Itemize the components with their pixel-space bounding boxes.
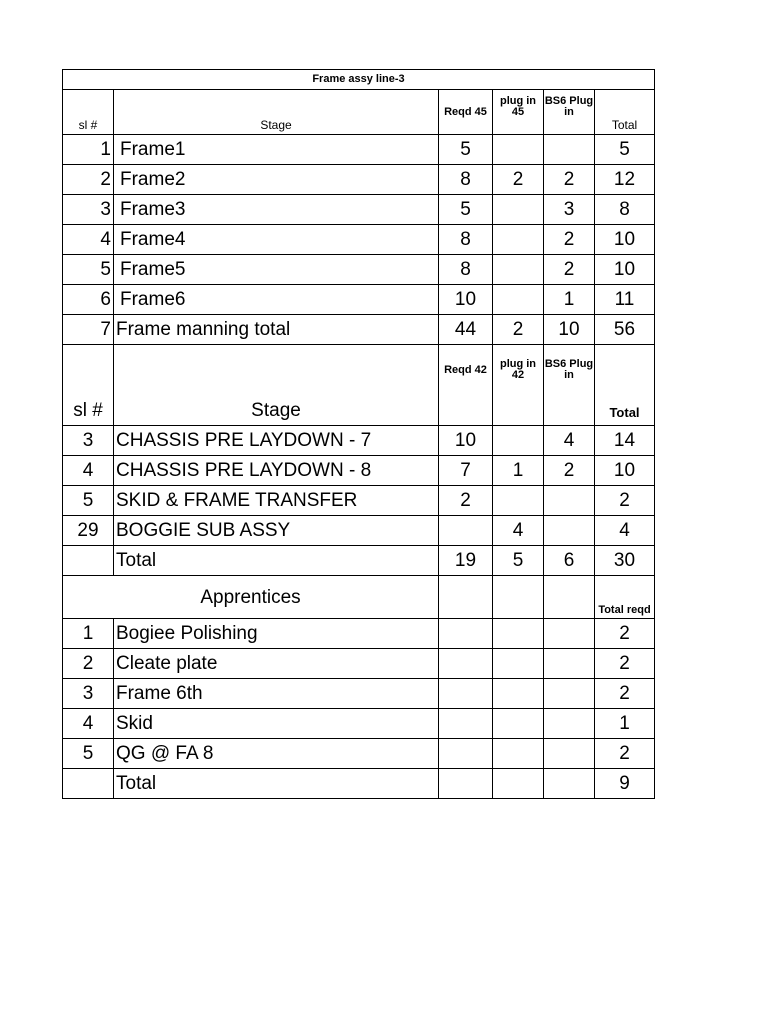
empty-cell xyxy=(493,679,544,709)
table-row xyxy=(63,709,655,739)
cell-bs6 xyxy=(544,135,595,165)
header-stage: Stage xyxy=(114,90,439,135)
empty-cell xyxy=(493,709,544,739)
header-bs6-plug-in: BS6 Plug in xyxy=(544,345,595,426)
empty-cell xyxy=(544,576,595,619)
table-row xyxy=(63,649,655,679)
table-row xyxy=(63,739,655,769)
empty-cell xyxy=(493,649,544,679)
cell-bs6: 1 xyxy=(544,285,595,315)
cell-stage: Bogiee Polishing xyxy=(114,619,439,649)
cell-plug-in xyxy=(493,285,544,315)
cell-stage: Frame5 xyxy=(114,255,439,285)
cell-plug-in: 1 xyxy=(493,456,544,486)
cell-total: 4 xyxy=(595,516,655,546)
table-row xyxy=(63,285,655,315)
empty-cell xyxy=(544,709,595,739)
cell-plug-in: 2 xyxy=(493,165,544,195)
cell-plug-in xyxy=(493,135,544,165)
cell-sl: 29 xyxy=(63,516,114,546)
table-row xyxy=(63,456,655,486)
header-stage: Stage xyxy=(114,345,439,426)
cell-plug-in xyxy=(493,486,544,516)
sheet-title: Frame assy line-3 xyxy=(63,70,655,90)
table-row xyxy=(63,679,655,709)
cell-total: 2 xyxy=(595,649,655,679)
cell-sl: 5 xyxy=(63,255,114,285)
cell-plug-in: 4 xyxy=(493,516,544,546)
header-total-reqd: Total reqd xyxy=(595,576,655,619)
cell-stage: Frame2 xyxy=(114,165,439,195)
frame-header-row xyxy=(63,90,655,135)
cell-sl: 4 xyxy=(63,709,114,739)
cell-stage: Total xyxy=(114,546,439,576)
cell-bs6: 2 xyxy=(544,225,595,255)
cell-reqd: 2 xyxy=(439,486,493,516)
table-row xyxy=(63,135,655,165)
empty-cell xyxy=(544,739,595,769)
header-sl: sl # xyxy=(63,345,114,426)
cell-reqd xyxy=(439,516,493,546)
cell-reqd: 10 xyxy=(439,426,493,456)
empty-cell xyxy=(493,769,544,799)
table-row xyxy=(63,165,655,195)
cell-reqd: 5 xyxy=(439,135,493,165)
cell-bs6 xyxy=(544,516,595,546)
cell-sl xyxy=(63,769,114,799)
cell-reqd: 8 xyxy=(439,165,493,195)
cell-stage: Frame3 xyxy=(114,195,439,225)
apprentices-header-row xyxy=(63,576,655,619)
cell-stage: Cleate plate xyxy=(114,649,439,679)
cell-sl: 4 xyxy=(63,225,114,255)
empty-cell xyxy=(439,739,493,769)
cell-stage: Skid xyxy=(114,709,439,739)
cell-total: 30 xyxy=(595,546,655,576)
title-row xyxy=(63,70,655,90)
chassis-header-row xyxy=(63,345,655,426)
header-reqd: Reqd 42 xyxy=(439,345,493,426)
cell-plug-in: 5 xyxy=(493,546,544,576)
cell-stage: Frame 6th xyxy=(114,679,439,709)
cell-stage: QG @ FA 8 xyxy=(114,739,439,769)
cell-total: 2 xyxy=(595,619,655,649)
table-row xyxy=(63,225,655,255)
cell-sl: 1 xyxy=(63,135,114,165)
cell-total: 9 xyxy=(595,769,655,799)
cell-stage: CHASSIS PRE LAYDOWN - 7 xyxy=(114,426,439,456)
header-plug-in: plug in 45 xyxy=(493,90,544,135)
cell-sl: 6 xyxy=(63,285,114,315)
cell-total: 11 xyxy=(595,285,655,315)
cell-plug-in: 2 xyxy=(493,315,544,345)
header-bs6-plug-in: BS6 Plug in xyxy=(544,90,595,135)
table-row xyxy=(63,516,655,546)
cell-sl xyxy=(63,546,114,576)
cell-bs6: 2 xyxy=(544,456,595,486)
empty-cell xyxy=(493,739,544,769)
cell-total: 14 xyxy=(595,426,655,456)
cell-plug-in xyxy=(493,225,544,255)
cell-bs6 xyxy=(544,486,595,516)
cell-total: 2 xyxy=(595,739,655,769)
cell-bs6: 2 xyxy=(544,255,595,285)
header-total: Total xyxy=(595,345,655,426)
cell-plug-in xyxy=(493,426,544,456)
table-row xyxy=(63,426,655,456)
cell-sl: 4 xyxy=(63,456,114,486)
table-row xyxy=(63,769,655,799)
table-row xyxy=(63,195,655,225)
cell-stage: BOGGIE SUB ASSY xyxy=(114,516,439,546)
cell-reqd: 44 xyxy=(439,315,493,345)
header-plug-in: plug in 42 xyxy=(493,345,544,426)
empty-cell xyxy=(439,769,493,799)
cell-reqd: 8 xyxy=(439,255,493,285)
cell-stage: SKID & FRAME TRANSFER xyxy=(114,486,439,516)
cell-stage: Frame4 xyxy=(114,225,439,255)
header-reqd: Reqd 45 xyxy=(439,90,493,135)
cell-total: 5 xyxy=(595,135,655,165)
empty-cell xyxy=(493,576,544,619)
cell-bs6: 6 xyxy=(544,546,595,576)
cell-stage: Frame1 xyxy=(114,135,439,165)
manning-table xyxy=(62,69,655,799)
empty-cell xyxy=(493,619,544,649)
table-row xyxy=(63,619,655,649)
empty-cell xyxy=(544,649,595,679)
cell-bs6: 3 xyxy=(544,195,595,225)
empty-cell xyxy=(544,679,595,709)
cell-total: 1 xyxy=(595,709,655,739)
cell-bs6: 10 xyxy=(544,315,595,345)
cell-reqd: 5 xyxy=(439,195,493,225)
empty-cell xyxy=(544,619,595,649)
cell-stage: CHASSIS PRE LAYDOWN - 8 xyxy=(114,456,439,486)
apprentices-heading: Apprentices xyxy=(63,576,439,619)
cell-reqd: 10 xyxy=(439,285,493,315)
cell-reqd: 7 xyxy=(439,456,493,486)
cell-total: 10 xyxy=(595,255,655,285)
cell-total: 56 xyxy=(595,315,655,345)
cell-total: 8 xyxy=(595,195,655,225)
cell-reqd: 8 xyxy=(439,225,493,255)
cell-bs6: 4 xyxy=(544,426,595,456)
table-row xyxy=(63,315,655,345)
empty-cell xyxy=(544,769,595,799)
cell-sl: 3 xyxy=(63,426,114,456)
cell-bs6: 2 xyxy=(544,165,595,195)
cell-sl: 2 xyxy=(63,165,114,195)
cell-sl: 5 xyxy=(63,739,114,769)
cell-plug-in xyxy=(493,255,544,285)
empty-cell xyxy=(439,649,493,679)
table-row xyxy=(63,486,655,516)
cell-sl: 3 xyxy=(63,679,114,709)
cell-total: 2 xyxy=(595,486,655,516)
empty-cell xyxy=(439,576,493,619)
cell-sl: 3 xyxy=(63,195,114,225)
cell-total: 10 xyxy=(595,225,655,255)
table-row xyxy=(63,546,655,576)
cell-stage: Total xyxy=(114,769,439,799)
header-total: Total xyxy=(595,90,655,135)
cell-stage: Frame6 xyxy=(114,285,439,315)
cell-sl: 5 xyxy=(63,486,114,516)
cell-total: 10 xyxy=(595,456,655,486)
cell-sl: 1 xyxy=(63,619,114,649)
empty-cell xyxy=(439,679,493,709)
cell-stage: Frame manning total xyxy=(114,315,439,345)
header-sl: sl # xyxy=(63,90,114,135)
table-row xyxy=(63,255,655,285)
cell-total: 12 xyxy=(595,165,655,195)
cell-sl: 2 xyxy=(63,649,114,679)
cell-reqd: 19 xyxy=(439,546,493,576)
empty-cell xyxy=(439,619,493,649)
cell-sl: 7 xyxy=(63,315,114,345)
empty-cell xyxy=(439,709,493,739)
cell-plug-in xyxy=(493,195,544,225)
cell-total: 2 xyxy=(595,679,655,709)
